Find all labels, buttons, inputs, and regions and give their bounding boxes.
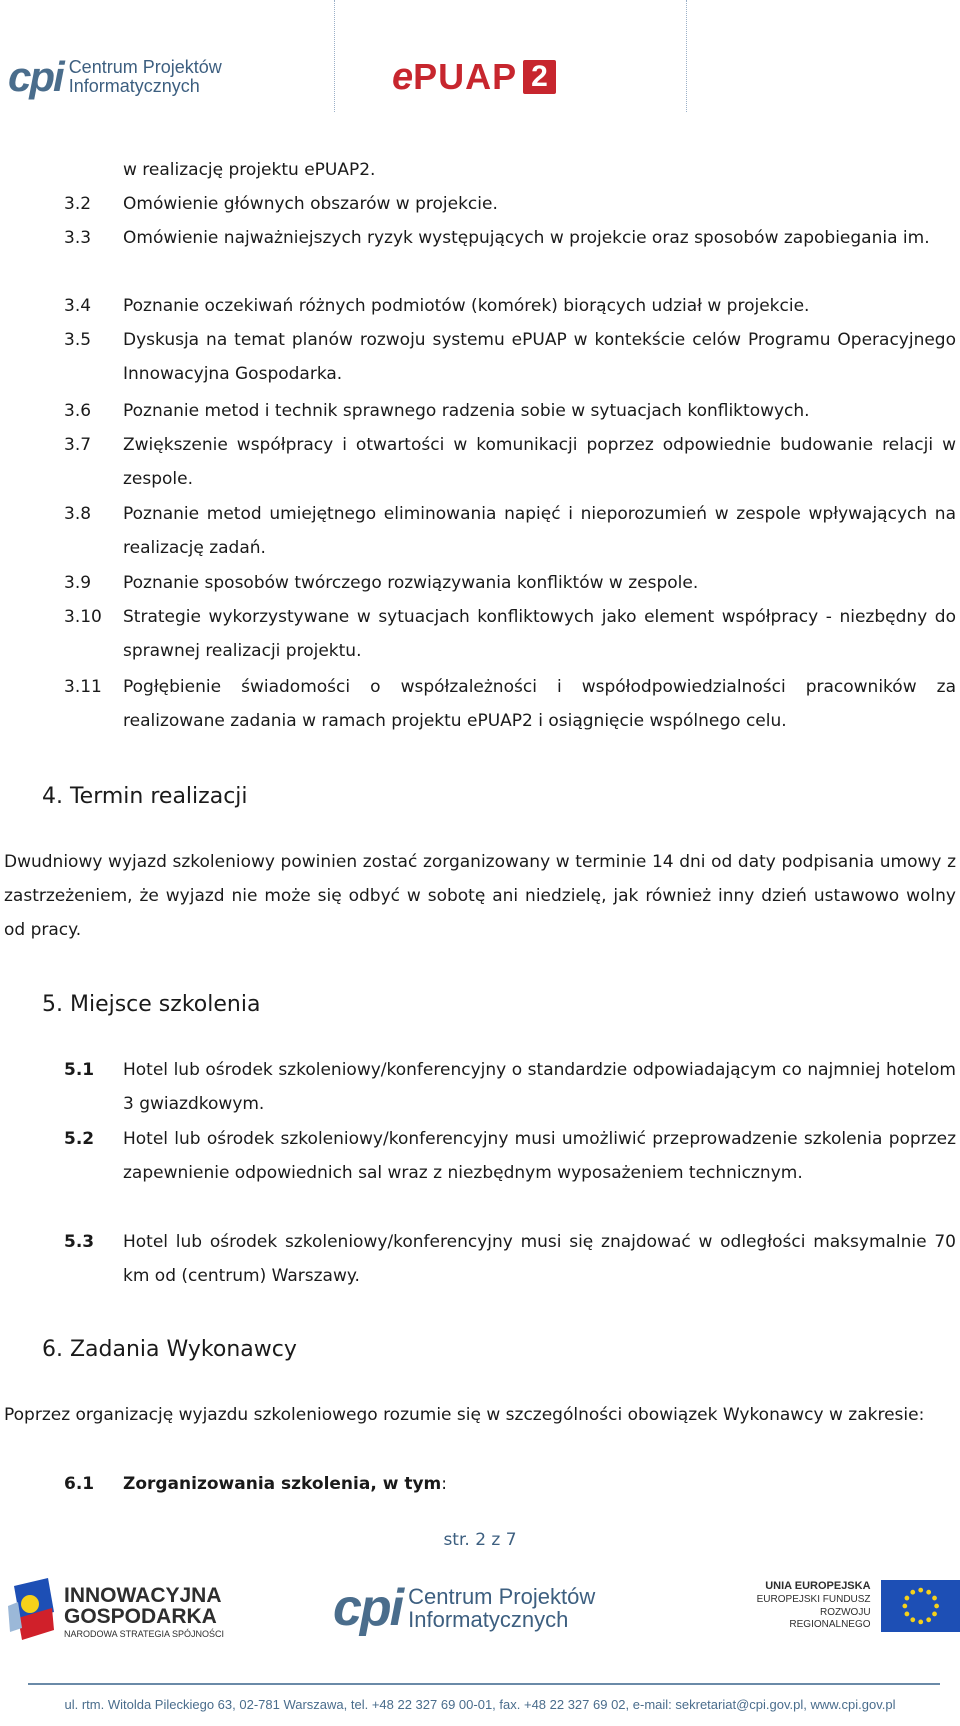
list-item [64,497,956,565]
list-item-number: 3.6 [64,401,92,421]
epuap-logo [392,58,556,96]
list-item-text [123,1467,956,1501]
epuap-logo-name: PUAP [413,56,518,97]
list-item-number: 3.4 [64,296,92,316]
eu-logo [737,1580,960,1632]
list-item-number: 3.10 [64,607,102,627]
list-item [64,1122,956,1190]
list-item [64,1053,956,1121]
list-item [64,1225,956,1293]
ig-line3: NARODOWA STRATEGIA SPÓJNOŚCI [64,1629,225,1639]
section-4-paragraph: Dwudniowy wyjazd szkoleniowy powinien zostać zorganizowany w terminie 14 dni od daty podpisania umowy z zastrzeżeniem, że wyjazd nie może się odbyć w sobotę ani niedzielę, jak również inny dzień ustawowo wolny od pracy. [4,852,956,940]
cpi-logo-text [408,1585,595,1631]
list-item-text: Omówienie najważniejszych ryzyk występujących w projekcie oraz sposobów zapobiegania im. [123,228,930,248]
eu-line1: UNIA EUROPEJSKA [765,1580,871,1593]
page-number: str. 2 z 7 [443,1530,517,1550]
list-item [64,600,956,668]
list-item [64,323,956,391]
footer-divider [28,1683,940,1685]
list-item-number: 3.9 [64,573,92,593]
list-item-number: 5.3 [64,1232,95,1252]
list-item [64,394,956,428]
list-item-text: Hotel lub ośrodek szkoleniowy/konferencyjny musi umożliwić przeprowadzenie szkolenia poprzez zapewnienie odpowiednich sal wraz z niezbędnym wyposażeniem technicznym. [123,1129,956,1183]
list-item-text: Omówienie głównych obszarów w projekcie. [123,194,498,214]
list-item [64,187,956,221]
cpi-logo-line2: Informatycznych [68,76,200,96]
section-heading-6: 6. Zadania Wykonawcy [42,1337,297,1362]
list-item-text: Dyskusja na temat planów rozwoju systemu ePUAP w kontekście celów Programu Operacyjnego Innowacyjna Gospodarka. [123,330,956,384]
list-item-bold-text: Zorganizowania szkolenia, w tym [123,1474,442,1494]
list-item-number: 3.5 [64,330,92,350]
header-divider-right [686,0,687,112]
list-item-number: 3.3 [64,228,92,248]
ig-line1: INNOWACYJNA [64,1584,222,1607]
list-item-text: Pogłębienie świadomości o współzależności i współodpowiedzialności pracowników za realizowane zadania w ramach projektu ePUAP2 i osiągnięcie wspólnego celu. [123,677,956,731]
list-item-text: Poznanie oczekiwań różnych podmiotów (komórek) biorących udział w projekcie. [123,296,810,316]
header-divider-left [334,0,335,112]
list-item-text: Strategie wykorzystywane w sytuacjach konfliktowych jako element współpracy - niezbędny do sprawnej realizacji projektu. [123,607,956,661]
list-item-number: 5.2 [64,1129,95,1149]
list-item [64,289,956,323]
list-item-text: w realizację projektu ePUAP2. [123,160,376,180]
list-item-number: 5.1 [64,1060,95,1080]
footer-address: ul. rtm. Witolda Pileckiego 63, 02-781 Warszawa, tel. +48 22 327 69 00-01, fax. +48 22 327 69 02, e-mail: sekretariat@cpi.gov.pl, www.cpi.gov.pl [64,1697,896,1712]
list-item [64,670,956,738]
list-item-number: 3.2 [64,194,92,214]
section-heading-4: 4. Termin realizacji [42,784,248,809]
cpi-logo-line1: Centrum Projektów [408,1583,596,1609]
cpi-logo-text [69,58,222,96]
list-item [64,1467,956,1501]
section-6-paragraph: Poprzez organizację wyjazdu szkoleniowego rozumie się w szczególności obowiązek Wykonawcy w zakresie: [4,1405,925,1425]
epuap-logo-version: 2 [523,60,556,94]
list-item-text: Poznanie metod umiejętnego eliminowania napięć i nieporozumień w zespole wpływających na realizację zadań. [123,504,956,558]
eu-logo-text [737,1580,871,1631]
list-item [64,153,956,187]
ig-flag-icon [8,1578,56,1646]
cpi-footer-logo [333,1579,596,1637]
ig-logo-text [64,1585,224,1639]
list-item-text: Hotel lub ośrodek szkoleniowy/konferencyjny o standardzie odpowiadającym co najmniej hotelom 3 gwiazdkowym. [123,1060,956,1114]
cpi-logo-line2: Informatycznych [408,1607,569,1632]
list-item [64,428,956,496]
list-item-number: 3.7 [64,435,92,455]
cpi-logo-mark: cpi [8,53,63,100]
section-heading-5: 5. Miejsce szkolenia [42,992,261,1017]
cpi-logo-mark: cpi [333,1579,403,1637]
innowacyjna-gospodarka-logo [8,1578,224,1646]
list-item-text: Poznanie sposobów twórczego rozwiązywania konfliktów w zespole. [123,573,699,593]
epuap-logo-e: e [392,56,414,98]
list-item [64,221,956,255]
list-item-number: 6.1 [64,1474,95,1494]
list-item-number: 3.11 [64,677,102,697]
list-item-suffix: : [441,1474,447,1494]
list-item-text: Hotel lub ośrodek szkoleniowy/konferencyjny musi się znajdować w odległości maksymalnie 70 km od (centrum) Warszawy. [123,1232,956,1286]
eu-line3: ROZWOJU REGIONALNEGO [789,1606,871,1631]
ig-line2: GOSPODARKA [64,1605,217,1628]
eu-flag-icon [881,1580,960,1632]
list-item-text: Zwiększenie współpracy i otwartości w komunikacji poprzez odpowiednie budowanie relacji w zespole. [123,435,956,489]
cpi-logo-line1: Centrum Projektów [68,57,222,78]
cpi-header-logo [8,53,222,100]
list-item-number: 3.8 [64,504,92,524]
eu-line2: EUROPEJSKI FUNDUSZ [756,1594,871,1606]
list-item-text: Poznanie metod i technik sprawnego radzenia sobie w sytuacjach konfliktowych. [123,401,810,421]
list-item [64,566,956,600]
